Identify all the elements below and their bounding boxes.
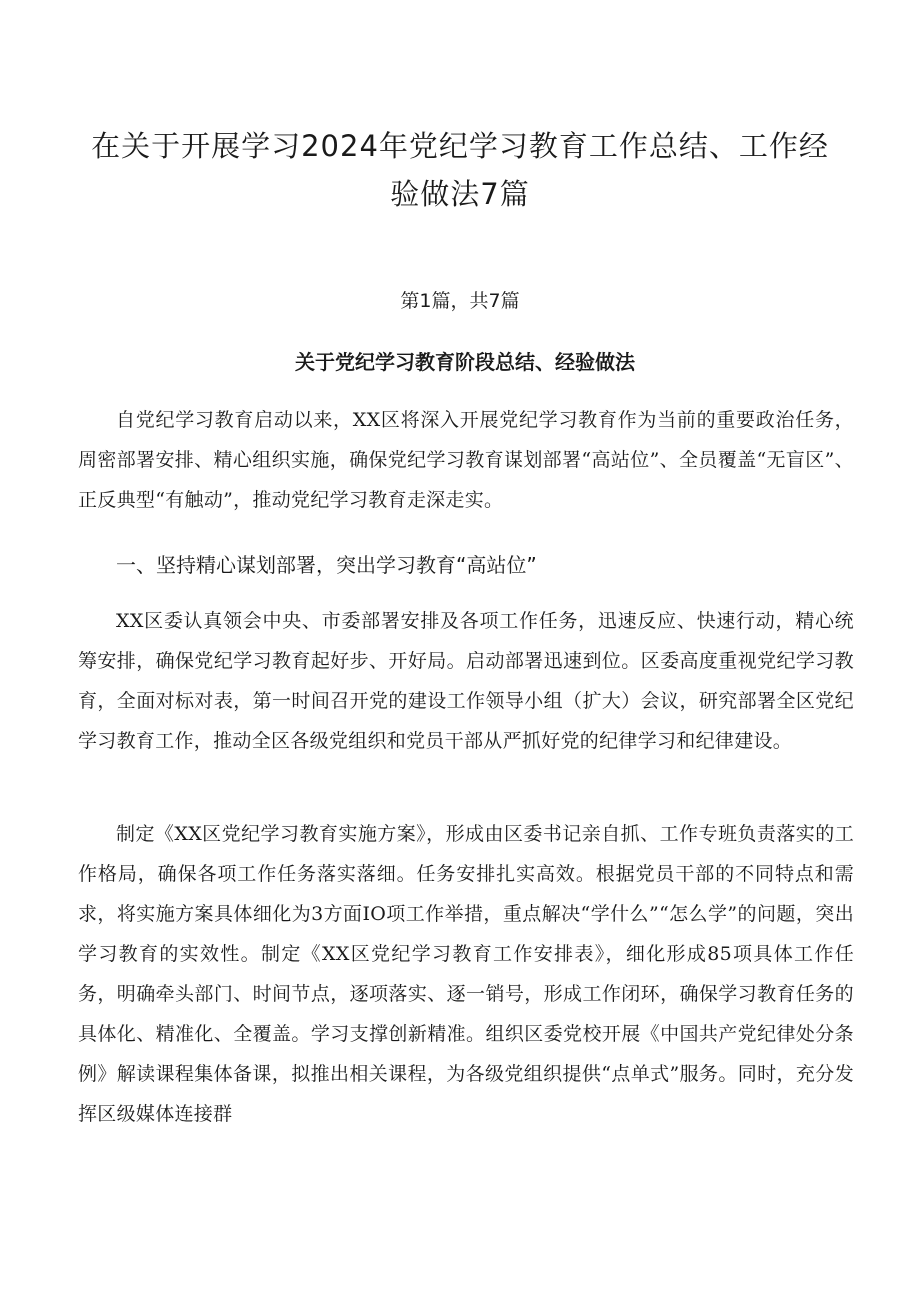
part-label: 第1篇，共7篇: [400, 290, 520, 312]
body-paragraph: XX区委认真领会中央、市委部署安排及各项工作任务，迅速反应、快速行动，精心统筹安排，确保党纪学习教育起好步、开好局。启动部署迅速到位。区委高度重视党纪学习教育，全面对标对表，第一时间召开党的建设工作领导小组（扩大）会议，研究部署全区党纪学习教育工作，推动全区各级党组织和党员干部从严抓好党的纪律学习和纪律建设。: [78, 610, 854, 752]
document-title: 在关于开展学习2024年党纪学习教育工作总结、工作经验做法7篇: [91, 129, 829, 211]
heading-one: 一、坚持精心谋划部署，突出学习教育“高站位”: [116, 553, 537, 577]
section-title: 关于党纪学习教育阶段总结、经验做法: [295, 350, 635, 374]
intro-paragraph: 自党纪学习教育启动以来，XX区将深入开展党纪学习教育作为当前的重要政治任务，周密部署安排、精心组织实施，确保党纪学习教育谋划部署“高站位”、全员覆盖“无盲区”、正反典型“有触动”，推动党纪学习教育走深走实。: [78, 409, 854, 511]
body-paragraph: 制定《XX区党纪学习教育实施方案》，形成由区委书记亲自抓、工作专班负责落实的工作格局，确保各项工作任务落实落细。任务安排扎实高效。根据党员干部的不同特点和需求，将实施方案具体细化为3方面IO项工作举措，重点解决“学什么”“怎么学”的问题，突出学习教育的实效性。制定《XX区党纪学习教育工作安排表》，细化形成85项具体工作任务，明确牵头部门、时间节点，逐项落实、逐一销号，形成工作闭环，确保学习教育任务的具体化、精准化、全覆盖。学习支撑创新精准。组织区委党校开展《中国共产党纪律处分条例》解读课程集体备课，拟推出相关课程，为各级党组织提供“点单式”服务。同时，充分发挥区级媒体连接群: [78, 823, 854, 1125]
